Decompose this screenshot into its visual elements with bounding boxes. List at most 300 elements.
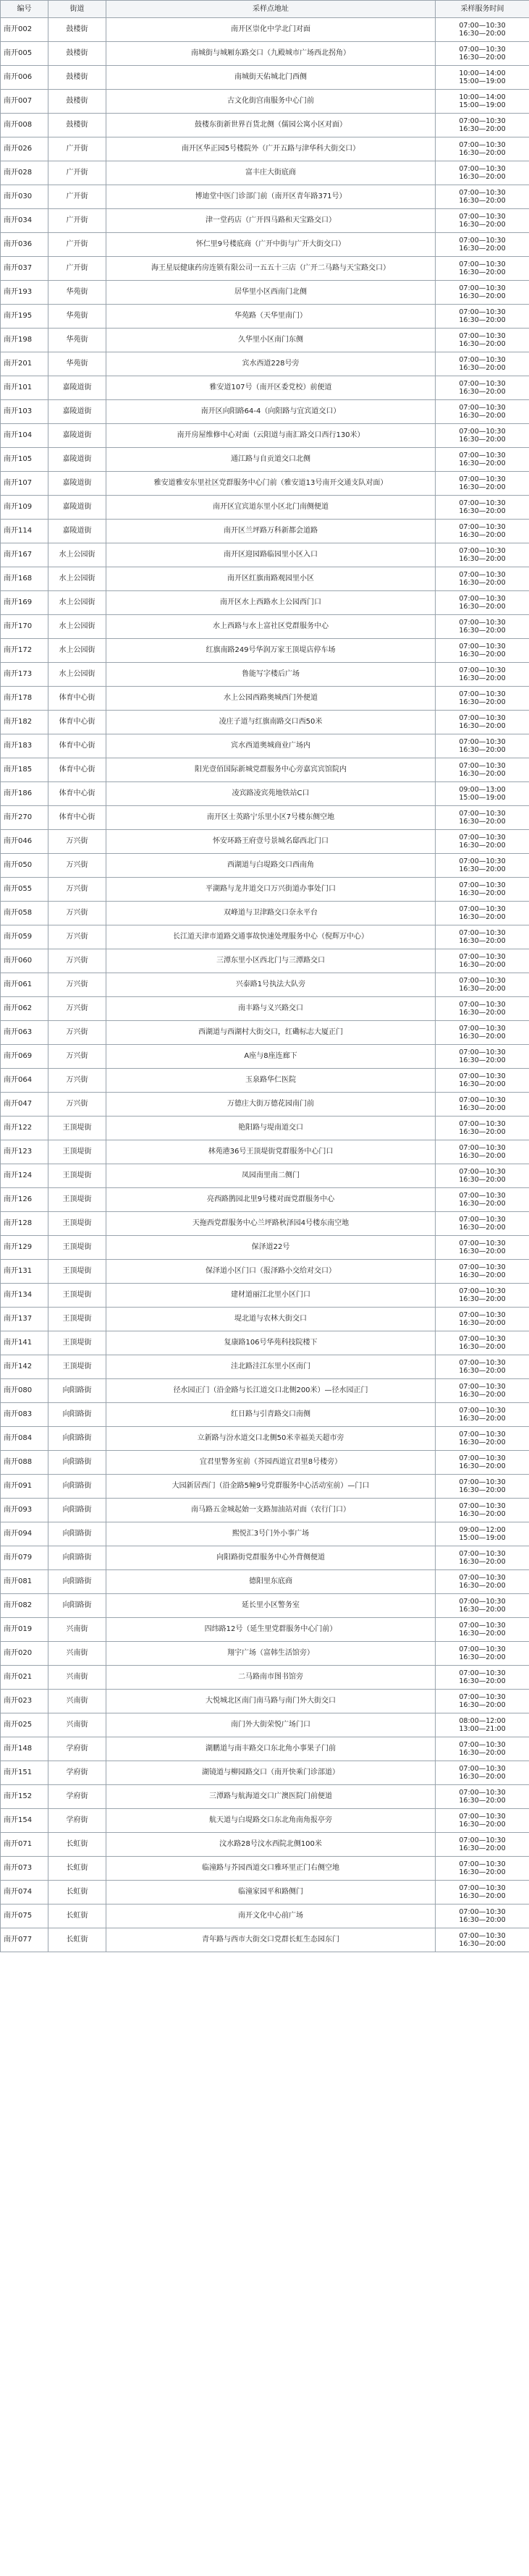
table-row	[1, 329, 529, 352]
row-address: 保泽道小区门口（报泽路小交给对交口）	[106, 1260, 436, 1284]
row-address: 三潭东里小区西北门与三潭路交口	[106, 949, 436, 973]
table-row	[1, 66, 529, 90]
table-row	[1, 1522, 529, 1546]
row-street: 长虹街	[48, 1833, 106, 1857]
row-code: 南开201	[1, 352, 48, 376]
row-address: 鼓楼东街新世界百货北侧（儒园公寓小区对面）	[106, 114, 436, 137]
row-time: 07:00—10:30 16:30—20:00	[436, 1785, 529, 1809]
table-row	[1, 185, 529, 209]
table-row	[1, 543, 529, 567]
table-row	[1, 1284, 529, 1308]
row-street: 长虹街	[48, 1905, 106, 1928]
row-code: 南开185	[1, 758, 48, 782]
row-street: 水上公园街	[48, 663, 106, 687]
row-street: 向阳路街	[48, 1570, 106, 1594]
row-time: 07:00—10:30 16:30—20:00	[436, 1021, 529, 1045]
row-street: 广开街	[48, 185, 106, 209]
row-address: 雅安道107号（南开区委党校）前便道	[106, 376, 436, 400]
row-street: 嘉陵道街	[48, 496, 106, 520]
row-code: 南开021	[1, 1666, 48, 1690]
row-time: 07:00—10:30 16:30—20:00	[436, 973, 529, 997]
row-time: 07:00—10:30 16:30—20:00	[436, 1618, 529, 1642]
row-address: 凤园南里南二侧门	[106, 1164, 436, 1188]
table-row	[1, 1188, 529, 1212]
row-code: 南开094	[1, 1522, 48, 1546]
row-street: 向阳路街	[48, 1499, 106, 1522]
row-code: 南开050	[1, 854, 48, 878]
row-street: 嘉陵道街	[48, 472, 106, 496]
row-street: 嘉陵道街	[48, 376, 106, 400]
row-time: 07:00—10:30 16:30—20:00	[436, 663, 529, 687]
row-code: 南开060	[1, 949, 48, 973]
row-street: 广开街	[48, 209, 106, 233]
row-address: 兴泰路1号执法大队旁	[106, 973, 436, 997]
row-address: 南开区迎园路临园里小区入口	[106, 543, 436, 567]
table-row	[1, 1427, 529, 1451]
table-row	[1, 1713, 529, 1737]
row-time: 09:00—12:00 15:00—19:00	[436, 1522, 529, 1546]
row-code: 南开170	[1, 615, 48, 639]
row-code: 南开124	[1, 1164, 48, 1188]
row-code: 南开084	[1, 1427, 48, 1451]
table-row	[1, 663, 529, 687]
row-street: 向阳路街	[48, 1475, 106, 1499]
row-street: 华苑街	[48, 281, 106, 305]
row-time: 07:00—10:30 16:30—20:00	[436, 352, 529, 376]
row-street: 王顶堤街	[48, 1308, 106, 1331]
row-time: 07:00—10:30 16:30—20:00	[436, 830, 529, 854]
row-time: 07:00—10:30 16:30—20:00	[436, 1928, 529, 1952]
row-address: 长江道天津市道路交通事故快速处理服务中心（倪辉万中心）	[106, 925, 436, 949]
row-code: 南开129	[1, 1236, 48, 1260]
table-row	[1, 1881, 529, 1905]
row-address: 南开区华正园5号楼院外（广开五路与津华科大街交口）	[106, 137, 436, 161]
row-address: 亮西路鹊园北里9号楼对面党群服务中心	[106, 1188, 436, 1212]
row-code: 南开182	[1, 711, 48, 734]
row-code: 南开073	[1, 1857, 48, 1881]
row-street: 向阳路街	[48, 1427, 106, 1451]
row-address: 湖鹏道与南丰路交口东北角小事果子门前	[106, 1737, 436, 1761]
row-time: 07:00—10:30 16:30—20:00	[436, 1117, 529, 1140]
row-address: 艳阳路与堤南道交口	[106, 1117, 436, 1140]
row-street: 学府街	[48, 1761, 106, 1785]
table-row	[1, 424, 529, 448]
table-row	[1, 352, 529, 376]
row-street: 长虹街	[48, 1881, 106, 1905]
row-time: 07:00—10:30 16:30—20:00	[436, 520, 529, 543]
row-address: 怀安环路王府壹号景城名邸西北门口	[106, 830, 436, 854]
row-street: 体育中心街	[48, 806, 106, 830]
table-row	[1, 1546, 529, 1570]
table-row	[1, 1093, 529, 1117]
row-code: 南开109	[1, 496, 48, 520]
row-time: 07:00—10:30 16:30—20:00	[436, 472, 529, 496]
row-time: 07:00—10:30 16:30—20:00	[436, 209, 529, 233]
table-row	[1, 1475, 529, 1499]
row-time: 07:00—10:30 16:30—20:00	[436, 1761, 529, 1785]
row-street: 王顶堤街	[48, 1284, 106, 1308]
row-street: 嘉陵道街	[48, 424, 106, 448]
table-row	[1, 257, 529, 281]
row-address: 富丰庄大街底商	[106, 161, 436, 185]
row-street: 鼓楼街	[48, 66, 106, 90]
table-row	[1, 1761, 529, 1785]
row-address: 万德庄大街万德花园南门前	[106, 1093, 436, 1117]
table-row	[1, 42, 529, 66]
table-row	[1, 472, 529, 496]
row-street: 向阳路街	[48, 1522, 106, 1546]
row-address: 津一堂药店（广开四马路和天宝路交口）	[106, 209, 436, 233]
row-street: 万兴街	[48, 997, 106, 1021]
table-row	[1, 1785, 529, 1809]
header-code: 编号	[1, 1, 48, 18]
row-address: 水上西路与水上富社区党群服务中心	[106, 615, 436, 639]
row-address: 二马路南市图书馆旁	[106, 1666, 436, 1690]
row-address: 航天道与白堤路交口东北角南角报亭旁	[106, 1809, 436, 1833]
row-street: 长虹街	[48, 1928, 106, 1952]
row-time: 09:00—13:00 15:00—19:00	[436, 782, 529, 806]
table-row	[1, 1212, 529, 1236]
row-code: 南开019	[1, 1618, 48, 1642]
row-code: 南开063	[1, 1021, 48, 1045]
table-row	[1, 448, 529, 472]
row-address: 阳光壹佰国际新城党群服务中心旁嘉宾宾馆院内	[106, 758, 436, 782]
row-time: 07:00—10:30 16:30—20:00	[436, 806, 529, 830]
table-row	[1, 1260, 529, 1284]
row-street: 广开街	[48, 233, 106, 257]
row-address: 南开区兰坪路万科新都会道路	[106, 520, 436, 543]
row-time: 07:00—10:30 16:30—20:00	[436, 925, 529, 949]
header-street: 街道	[48, 1, 106, 18]
table-row	[1, 997, 529, 1021]
row-time: 07:00—10:30 16:30—20:00	[436, 496, 529, 520]
row-code: 南开198	[1, 329, 48, 352]
table-row	[1, 1140, 529, 1164]
row-code: 南开069	[1, 1045, 48, 1069]
row-code: 南开137	[1, 1308, 48, 1331]
row-street: 王顶堤街	[48, 1236, 106, 1260]
table-row	[1, 209, 529, 233]
header-time: 采样服务时间	[436, 1, 529, 18]
row-street: 万兴街	[48, 830, 106, 854]
row-time: 07:00—10:30 16:30—20:00	[436, 854, 529, 878]
row-address: 青年路与西市大街交口党群长虹生态园东门	[106, 1928, 436, 1952]
row-time: 07:00—10:30 16:30—20:00	[436, 18, 529, 42]
row-street: 王顶堤街	[48, 1188, 106, 1212]
row-address: 翔宇广场（富韩生活馆旁）	[106, 1642, 436, 1666]
row-street: 兴南街	[48, 1713, 106, 1737]
row-address: 熙悦汇3号门外小事广场	[106, 1522, 436, 1546]
row-address: 南城街天佑城北门西侧	[106, 66, 436, 90]
row-time: 07:00—10:30 16:30—20:00	[436, 1594, 529, 1618]
row-time: 07:00—10:30 16:30—20:00	[436, 161, 529, 185]
row-street: 广开街	[48, 161, 106, 185]
table-header-row	[1, 1, 529, 18]
row-time: 07:00—10:30 16:30—20:00	[436, 329, 529, 352]
row-code: 南开148	[1, 1737, 48, 1761]
row-address: 红旗南路249号华润万家王顶堤店停车场	[106, 639, 436, 663]
row-time: 07:00—10:30 16:30—20:00	[436, 1140, 529, 1164]
row-address: 临潼路与芥园西道交口雅环里正门右侧空地	[106, 1857, 436, 1881]
row-address: 南开区士英路宁乐里小区7号楼东侧空地	[106, 806, 436, 830]
row-code: 南开168	[1, 567, 48, 591]
row-time: 07:00—10:30 16:30—20:00	[436, 1881, 529, 1905]
table-row	[1, 1236, 529, 1260]
row-time: 07:00—10:30 16:30—20:00	[436, 1809, 529, 1833]
row-street: 水上公园街	[48, 567, 106, 591]
row-address: 临潼家园平和路侧门	[106, 1881, 436, 1905]
row-code: 南开028	[1, 161, 48, 185]
row-address: 汶水路28号汶水西院北侧100米	[106, 1833, 436, 1857]
row-code: 南开071	[1, 1833, 48, 1857]
row-code: 南开101	[1, 376, 48, 400]
row-code: 南开091	[1, 1475, 48, 1499]
row-code: 南开077	[1, 1928, 48, 1952]
row-time: 07:00—10:30 16:30—20:00	[436, 1690, 529, 1713]
table-row	[1, 830, 529, 854]
row-address: 平湖路与龙井道交口万兴街道办事处门口	[106, 878, 436, 902]
table-row	[1, 591, 529, 615]
row-time: 07:00—10:30 16:30—20:00	[436, 305, 529, 329]
table-row	[1, 305, 529, 329]
row-address: A座与8座连廊下	[106, 1045, 436, 1069]
row-street: 万兴街	[48, 949, 106, 973]
row-time: 07:00—10:30 16:30—20:00	[436, 949, 529, 973]
row-street: 万兴街	[48, 854, 106, 878]
row-street: 水上公园街	[48, 615, 106, 639]
row-street: 万兴街	[48, 973, 106, 997]
row-address: 天拖西党群服务中心兰坪路秋泽园4号楼东南空地	[106, 1212, 436, 1236]
row-street: 王顶堤街	[48, 1140, 106, 1164]
row-time: 07:00—10:30 16:30—20:00	[436, 1308, 529, 1331]
row-address: 宾水西道228号旁	[106, 352, 436, 376]
table-row	[1, 1857, 529, 1881]
row-street: 鼓楼街	[48, 18, 106, 42]
row-address: 鲁能写字楼后广场	[106, 663, 436, 687]
row-address: 保泽道22号	[106, 1236, 436, 1260]
row-code: 南开026	[1, 137, 48, 161]
row-street: 兴南街	[48, 1618, 106, 1642]
row-code: 南开114	[1, 520, 48, 543]
table-row	[1, 1021, 529, 1045]
row-address: 南马路五金城起始一支路加油站对面（农行门口）	[106, 1499, 436, 1522]
row-street: 万兴街	[48, 925, 106, 949]
row-street: 鼓楼街	[48, 42, 106, 66]
row-street: 体育中心街	[48, 782, 106, 806]
row-code: 南开193	[1, 281, 48, 305]
row-time: 07:00—10:30 16:30—20:00	[436, 1093, 529, 1117]
row-street: 体育中心街	[48, 711, 106, 734]
row-address: 四纬路12号（延生里党群服务中心门前）	[106, 1618, 436, 1642]
row-code: 南开062	[1, 997, 48, 1021]
table-row	[1, 1737, 529, 1761]
row-time: 07:00—10:30 16:30—20:00	[436, 639, 529, 663]
row-street: 水上公园街	[48, 639, 106, 663]
row-time: 08:00—12:00 13:00—21:00	[436, 1713, 529, 1737]
row-time: 07:00—10:30 16:30—20:00	[436, 448, 529, 472]
row-code: 南开128	[1, 1212, 48, 1236]
row-street: 向阳路街	[48, 1403, 106, 1427]
row-code: 南开142	[1, 1355, 48, 1379]
table-row	[1, 1164, 529, 1188]
row-time: 07:00—10:30 16:30—20:00	[436, 1475, 529, 1499]
table-row	[1, 1666, 529, 1690]
row-address: 居华里小区西南门北侧	[106, 281, 436, 305]
row-street: 王顶堤街	[48, 1212, 106, 1236]
row-address: 博迪堂中医门诊部门前（南开区青年路371号）	[106, 185, 436, 209]
row-code: 南开169	[1, 591, 48, 615]
table-row	[1, 758, 529, 782]
row-time: 07:00—10:30 16:30—20:00	[436, 1260, 529, 1284]
row-address: 南开房屋维修中心对面（云阳道与南汇路交口西行130米）	[106, 424, 436, 448]
row-time: 07:00—10:30 16:30—20:00	[436, 902, 529, 925]
row-code: 南开020	[1, 1642, 48, 1666]
row-code: 南开037	[1, 257, 48, 281]
row-street: 兴南街	[48, 1666, 106, 1690]
row-street: 向阳路街	[48, 1546, 106, 1570]
row-street: 王顶堤街	[48, 1164, 106, 1188]
row-time: 07:00—10:30 16:30—20:00	[436, 1451, 529, 1475]
row-address: 林苑港36号王顶堤街党群服务中心门口	[106, 1140, 436, 1164]
row-street: 水上公园街	[48, 543, 106, 567]
row-time: 07:00—10:30 16:30—20:00	[436, 878, 529, 902]
row-code: 南开008	[1, 114, 48, 137]
row-address: 水上公园西路奥城西门外便道	[106, 687, 436, 711]
row-street: 体育中心街	[48, 687, 106, 711]
row-code: 南开036	[1, 233, 48, 257]
table-row	[1, 18, 529, 42]
row-street: 万兴街	[48, 1045, 106, 1069]
row-street: 嘉陵道街	[48, 400, 106, 424]
row-address: 湖镜道与柳园路交口（南开快乘门诊部道）	[106, 1761, 436, 1785]
row-code: 南开270	[1, 806, 48, 830]
row-code: 南开005	[1, 42, 48, 66]
table-body	[1, 18, 529, 1952]
row-address: 西湖道与西湖村大街交口，红磡标志大厦正门	[106, 1021, 436, 1045]
row-time: 07:00—10:30 16:30—20:00	[436, 997, 529, 1021]
row-address: 立新路与汾水道交口北侧50米幸福美天超市旁	[106, 1427, 436, 1451]
row-street: 王顶堤街	[48, 1331, 106, 1355]
row-code: 南开105	[1, 448, 48, 472]
row-time: 07:00—10:30 16:30—20:00	[436, 1355, 529, 1379]
row-address: 德阳里东底商	[106, 1570, 436, 1594]
row-code: 南开081	[1, 1570, 48, 1594]
row-time: 07:00—10:30 16:30—20:00	[436, 1188, 529, 1212]
row-address: 大园新居西门（沿金路5幢9号党群服务中心活动室前）—门口	[106, 1475, 436, 1499]
table-row	[1, 1833, 529, 1857]
row-address: 南开文化中心前广场	[106, 1905, 436, 1928]
table-row	[1, 1379, 529, 1403]
table-row	[1, 734, 529, 758]
table-row	[1, 639, 529, 663]
row-code: 南开002	[1, 18, 48, 42]
row-code: 南开046	[1, 830, 48, 854]
row-time: 10:00—14:00 15:00—19:00	[436, 66, 529, 90]
row-street: 万兴街	[48, 1021, 106, 1045]
row-code: 南开064	[1, 1069, 48, 1093]
row-street: 万兴街	[48, 1069, 106, 1093]
row-code: 南开058	[1, 902, 48, 925]
row-street: 体育中心街	[48, 758, 106, 782]
row-code: 南开088	[1, 1451, 48, 1475]
row-code: 南开183	[1, 734, 48, 758]
row-address: 雅安道雅安东里社区党群服务中心门前（雅安道13号南开交通支队对面）	[106, 472, 436, 496]
row-code: 南开080	[1, 1379, 48, 1403]
row-code: 南开079	[1, 1546, 48, 1570]
row-code: 南开007	[1, 90, 48, 114]
row-time: 07:00—10:30 16:30—20:00	[436, 1737, 529, 1761]
row-time: 07:00—10:30 16:30—20:00	[436, 1379, 529, 1403]
row-code: 南开141	[1, 1331, 48, 1355]
row-address: 南开区宜宾道东里小区北门南侧便道	[106, 496, 436, 520]
row-street: 万兴街	[48, 878, 106, 902]
row-address: 凌庄子道与红旗南路交口西50米	[106, 711, 436, 734]
table-row	[1, 711, 529, 734]
row-code: 南开123	[1, 1140, 48, 1164]
row-time: 07:00—10:30 16:30—20:00	[436, 687, 529, 711]
table-row	[1, 376, 529, 400]
row-street: 兴南街	[48, 1690, 106, 1713]
row-street: 鼓楼街	[48, 114, 106, 137]
table-row	[1, 1308, 529, 1331]
row-street: 向阳路街	[48, 1594, 106, 1618]
row-street: 鼓楼街	[48, 90, 106, 114]
row-street: 长虹街	[48, 1857, 106, 1881]
table-row	[1, 902, 529, 925]
table-row	[1, 973, 529, 997]
table-row	[1, 520, 529, 543]
table-row	[1, 806, 529, 830]
row-code: 南开173	[1, 663, 48, 687]
row-code: 南开126	[1, 1188, 48, 1212]
row-code: 南开131	[1, 1260, 48, 1284]
row-time: 07:00—10:30 16:30—20:00	[436, 1570, 529, 1594]
row-time: 07:00—10:30 16:30—20:00	[436, 137, 529, 161]
row-code: 南开074	[1, 1881, 48, 1905]
table-row	[1, 114, 529, 137]
table-row	[1, 1451, 529, 1475]
row-code: 南开006	[1, 66, 48, 90]
row-time: 07:00—10:30 16:30—20:00	[436, 42, 529, 66]
row-address: 南开区红旗南路观园里小区	[106, 567, 436, 591]
row-code: 南开023	[1, 1690, 48, 1713]
table-row	[1, 400, 529, 424]
row-code: 南开061	[1, 973, 48, 997]
row-time: 07:00—10:30 16:30—20:00	[436, 591, 529, 615]
row-street: 广开街	[48, 257, 106, 281]
row-code: 南开178	[1, 687, 48, 711]
row-code: 南开055	[1, 878, 48, 902]
row-street: 王顶堤街	[48, 1260, 106, 1284]
row-street: 华苑街	[48, 329, 106, 352]
row-time: 07:00—10:30 16:30—20:00	[436, 424, 529, 448]
row-code: 南开151	[1, 1761, 48, 1785]
row-code: 南开030	[1, 185, 48, 209]
table-row	[1, 854, 529, 878]
row-street: 向阳路街	[48, 1379, 106, 1403]
row-street: 王顶堤街	[48, 1355, 106, 1379]
row-time: 07:00—10:30 16:30—20:00	[436, 758, 529, 782]
row-street: 华苑街	[48, 305, 106, 329]
table-row	[1, 137, 529, 161]
row-code: 南开152	[1, 1785, 48, 1809]
table-row	[1, 687, 529, 711]
row-address: 南开区崇化中学北门对面	[106, 18, 436, 42]
header-address: 采样点地址	[106, 1, 436, 18]
row-address: 南开区向阳路64-4（向阳路与宜宾道交口）	[106, 400, 436, 424]
table-row	[1, 1117, 529, 1140]
row-time: 07:00—10:30 16:30—20:00	[436, 543, 529, 567]
